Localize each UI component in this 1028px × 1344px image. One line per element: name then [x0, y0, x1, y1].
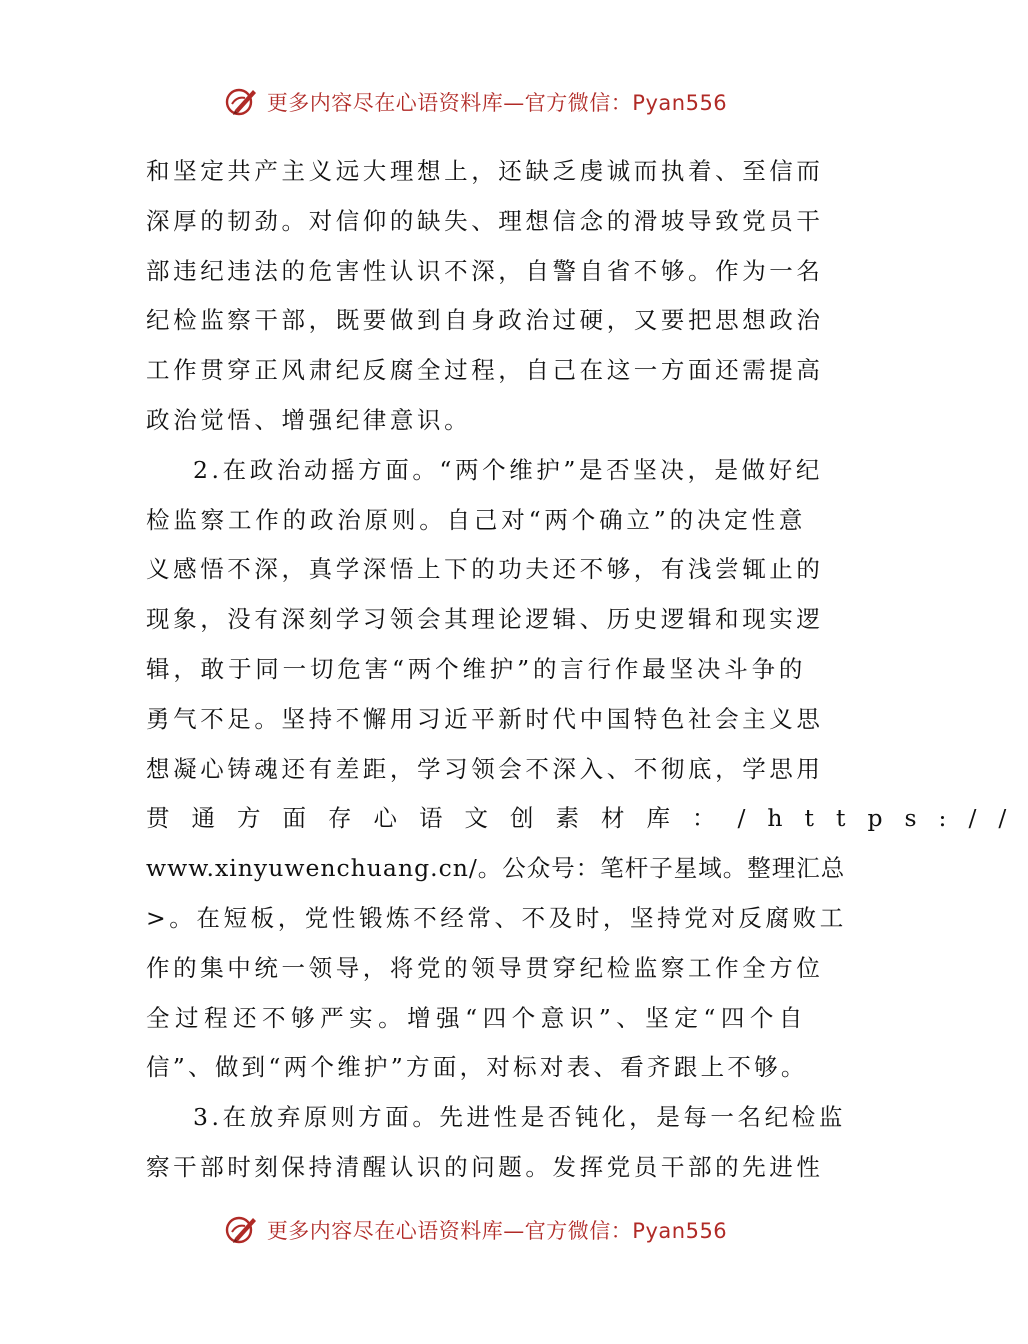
paragraph-start-line: 2.在政治动摇方面。“两个维护”是否坚决，是做好纪 [193, 455, 823, 484]
text-line: 全过程还不够严实。增强“四个意识”、坚定“四个自 [146, 1003, 806, 1032]
text-line: 贯通方面存心语文创素材库：/https:// [146, 804, 1028, 833]
header-banner-text: 更多内容尽在心语资料库—官方微信：Pyan556 [266, 91, 728, 115]
text-line: 察干部时刻保持清醒认识的问题。发挥党员干部的先进性 [146, 1152, 824, 1181]
paragraph-start-line: 3.在放弃原则方面。先进性是否钝化，是每一名纪检监 [193, 1103, 846, 1132]
text-line: 作的集中统一领导，将党的领导贯穿纪检监察工作全方位 [146, 953, 824, 982]
text-line: 信”、做到“两个维护”方面，对标对表、看齐跟上不够。 [146, 1053, 806, 1082]
text-line: 检监察工作的政治原则。自己对“两个确立”的决定性意 [146, 505, 806, 534]
text-line: 深厚的韧劲。对信仰的缺失、理想信念的滑坡导致党员干 [146, 206, 824, 235]
text-line: www.xinyuwenchuang.cn/。公众号：笔杆子星域。整理汇总 [146, 854, 846, 883]
pen-logo-icon [223, 84, 259, 120]
footer-banner-text: 更多内容尽在心语资料库—官方微信：Pyan556 [266, 1219, 728, 1243]
footer-banner [0, 1210, 950, 1250]
text-line: 工作贯穿正风肃纪反腐全过程，自己在这一方面还需提高 [146, 356, 824, 385]
text-line: 勇气不足。坚持不懈用习近平新时代中国特色社会主义思 [146, 704, 824, 733]
text-line: 纪检监察干部，既要做到自身政治过硬，又要把思想政治 [146, 306, 824, 335]
header-banner [0, 82, 950, 122]
text-line: 义感悟不深，真学深悟上下的功夫还不够，有浅尝辄止的 [146, 555, 824, 584]
text-line: 和坚定共产主义远大理想上，还缺乏虔诚而执着、至信而 [146, 157, 824, 185]
text-line: 部违纪违法的危害性认识不深，自警自省不够。作为一名 [146, 256, 824, 285]
text-line: 辑，敢于同一切危害“两个维护”的言行作最坚决斗争的 [146, 654, 806, 683]
text-line: 现象，没有深刻学习领会其理论逻辑、历史逻辑和现实逻 [146, 605, 824, 634]
text-line: 政治觉悟、增强纪律意识。 [146, 405, 472, 434]
text-line: >。在短板，党性锻炼不经常、不及时，坚持党对反腐败工 [146, 903, 847, 932]
text-line: 想凝心铸魂还有差距，学习领会不深入、不彻底，学思用 [146, 754, 824, 783]
body-text [146, 147, 1028, 1193]
pen-logo-icon [223, 1212, 259, 1248]
